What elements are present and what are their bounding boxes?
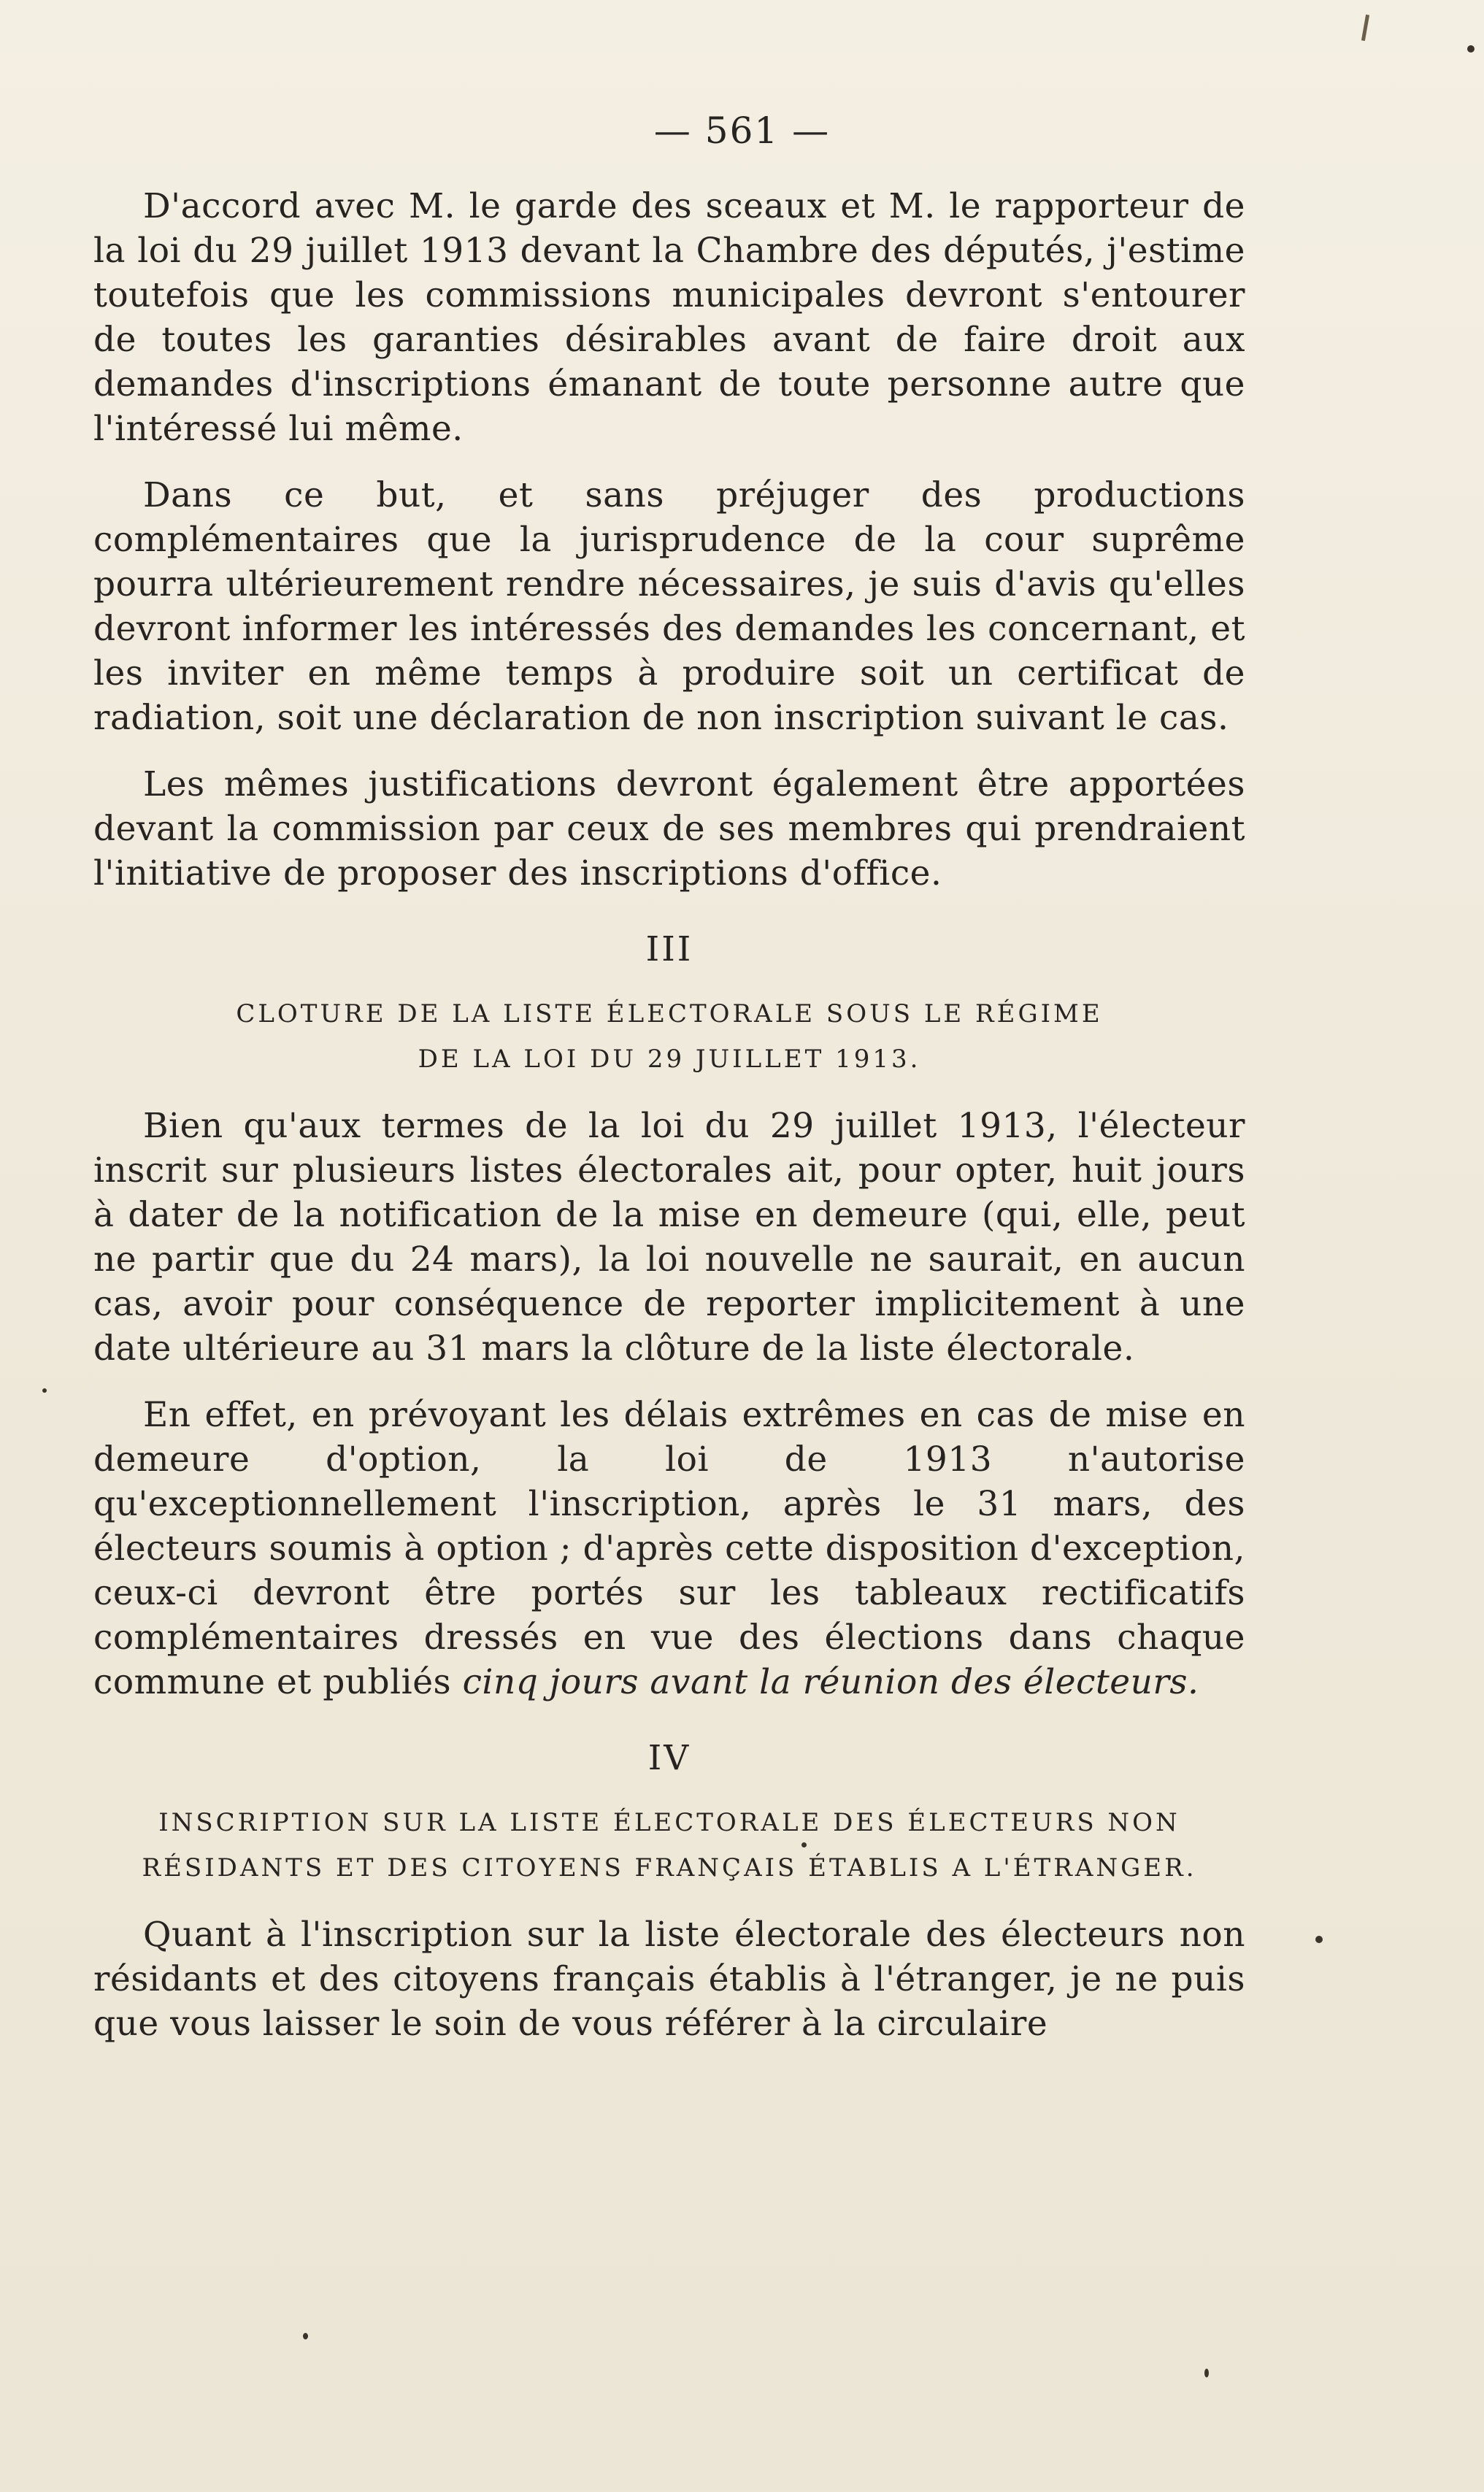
paragraph-5 [93, 1393, 1245, 1704]
scan-speck [303, 2333, 308, 2339]
section-3-heading [93, 991, 1245, 1082]
section-3-heading-line-2: DE LA LOI DU 29 JUILLET 1913. [418, 1045, 921, 1074]
section-4-heading-line-1: INSCRIPTION SUR LA LISTE ÉLECTORALE DES ÉLECTEURS NON [158, 1808, 1180, 1837]
section-4-heading-line-2: RÉSIDANTS ET DES CITOYENS FRANÇAIS ÉTABLIS A L'ÉTRANGER. [142, 1853, 1197, 1883]
scan-speck [1467, 45, 1475, 53]
paragraph-5-text: En effet, en prévoyant les délais extrêmes en cas de mise en demeure d'option, la loi de 1913 n'autorise qu'exceptionnellement l'inscription, après le 31 mars, des électeurs soumis à option ; d'après cette disposition d'exception, ceux-ci devront être portés sur les tableaux rectificatifs complémentaires dressés en vue des élections dans chaque commune et publiés [93, 1395, 1245, 1702]
scan-speck [1204, 2369, 1209, 2377]
paragraph-3: Les mêmes justifications devront également être apportées devant la commission par ceux de ses membres qui prendraient l'initiative de proposer des inscriptions d'office. [93, 764, 1245, 893]
paragraph-1: D'accord avec M. le garde des sceaux et M. le rapporteur de la loi du 29 juillet 1913 devant la Chambre des députés, j'estime toutefois que les commissions municipales devront s'entourer de toutes les garanties désirables avant de faire droit aux demandes d'inscriptions émanant de toute personne autre que l'intéressé lui même. [93, 186, 1245, 449]
section-4-heading [93, 1800, 1245, 1891]
page-number: — 561 — [653, 109, 831, 152]
body-text [93, 184, 1245, 2068]
scan-speck [801, 1842, 807, 1847]
section-3-heading-line-1: CLOTURE DE LA LISTE ÉLECTORALE SOUS LE RÉGIME [236, 999, 1103, 1028]
section-3-numeral: III [645, 929, 693, 969]
paragraph-6: Quant à l'inscription sur la liste électorale des électeurs non résidants et des citoyens français établis à l'étranger, je ne puis que vous laisser le soin de vous référer à la circulaire [93, 1915, 1245, 2044]
paragraph-5-italic: cinq jours avant la réunion des électeurs. [462, 1662, 1199, 1702]
scan-speck [1315, 1936, 1323, 1943]
section-4-numeral: IV [647, 1738, 691, 1778]
paragraph-2: Dans ce but, et sans préjuger des productions complémentaires que la jurisprudence de la cour suprême pourra ultérieurement rendre nécessaires, je suis d'avis qu'elles devront informer les intéressés des demandes les concernant, et les inviter en même temps à produire soit un certificat de radiation, soit une déclaration de non inscription suivant le cas. [93, 475, 1245, 738]
paragraph-4: Bien qu'aux termes de la loi du 29 juillet 1913, l'électeur inscrit sur plusieurs listes électorales ait, pour opter, huit jours à dater de la notification de la mise en demeure (qui, elle, peut ne partir que du 24 mars), la loi nouvelle ne saurait, en aucun cas, avoir pour conséquence de reporter implicitement à une date ultérieure au 31 mars la clôture de la liste électorale. [93, 1106, 1245, 1369]
scan-mark-top-right [1361, 15, 1369, 41]
scan-speck [42, 1388, 47, 1393]
